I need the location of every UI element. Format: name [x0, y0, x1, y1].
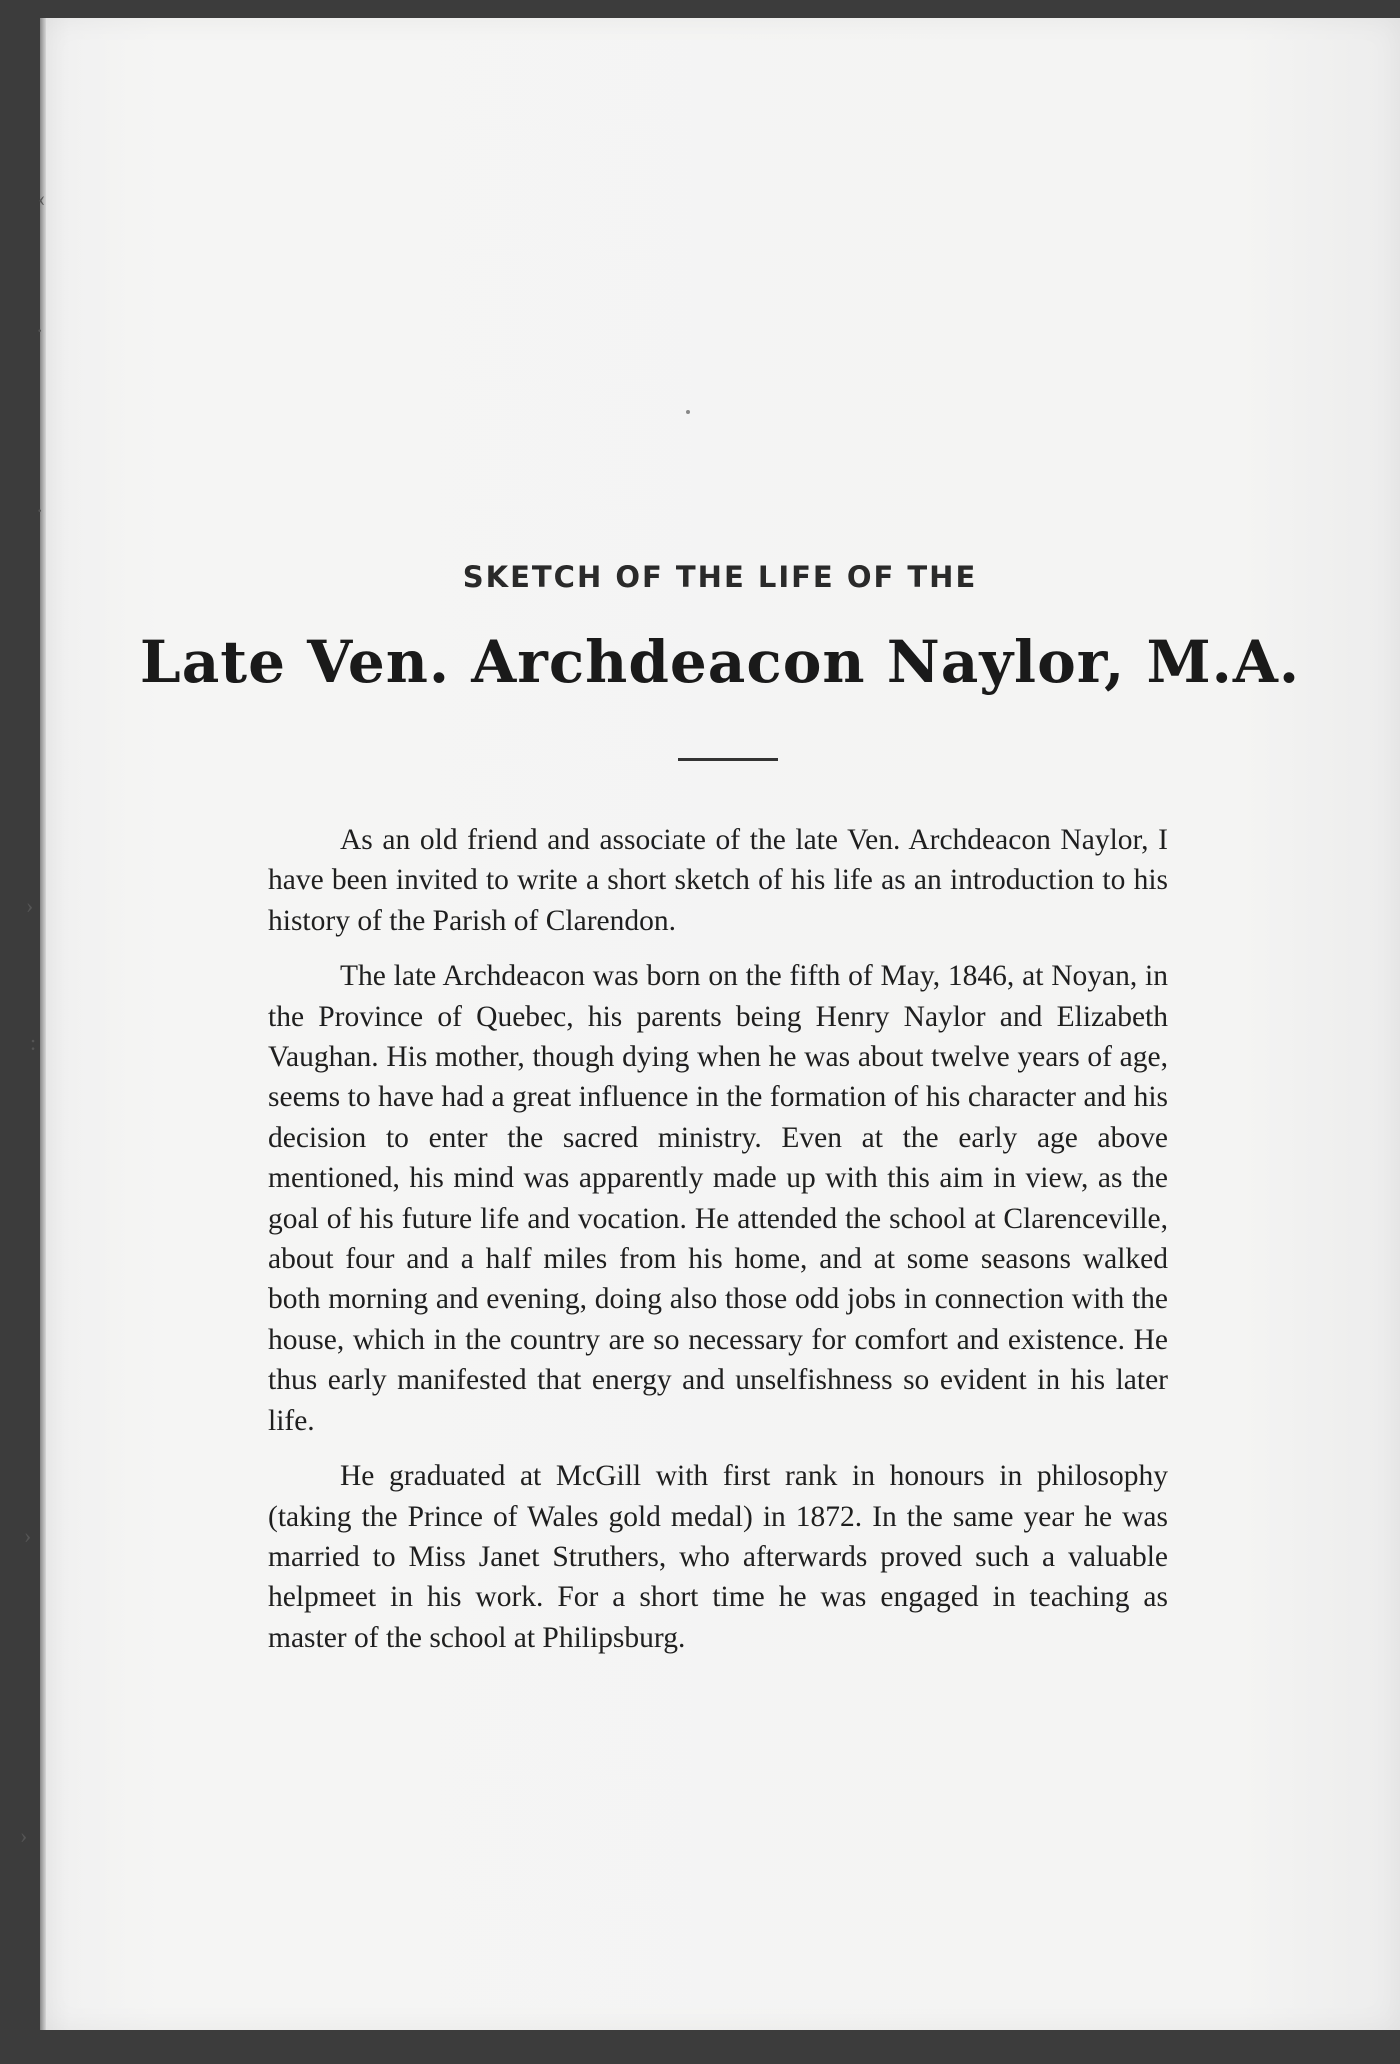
paragraph: As an old friend and associate of the late Ven. Archdeacon Naylor, I have been invited to write a short sketch of his life as an introduction to his history of the Parish of Clarendon.: [268, 824, 1168, 937]
title-divider: [678, 758, 778, 761]
binding-stitch-mark: ·: [36, 318, 44, 343]
binding-stitch-mark: ›: [24, 1523, 32, 1548]
binding-stitch-mark: ›: [26, 893, 34, 918]
binding-stitch-mark: :: [30, 1030, 37, 1055]
paper-speck: [686, 410, 690, 414]
binding-stitch-mark: ‹: [38, 186, 46, 211]
binding-stitch-mark: ·: [36, 498, 44, 523]
page-title: Late Ven. Archdeacon Naylor, M.A.: [139, 628, 1301, 696]
paragraph: He graduated at McGill with first rank in honours in philosophy (taking the Prince of Wales gold medal) in 1872. In the same year he was married to Miss Janet Struthers, who afterwards proved such a valuable helpmeet in his work. For a short time he was engaged in teaching as master of the school at Philipsburg.: [268, 1460, 1168, 1654]
binding-stitch-mark: ›: [20, 1823, 28, 1848]
paragraph: The late Archdeacon was born on the fifth of May, 1846, at Noyan, in the Province of Quebec, his parents being Henry Naylor and Elizabeth Vaughan. His mother, though dying when he was about twelve years of age, seems to have had a great influence in the formation of his character and his decision to enter the sacred ministry. Even at the early age above mentioned, his mind was apparently made up with this aim in view, as the goal of his future life and vocation. He attended the school at Clarenceville, about four and a half miles from his home, and at some seasons walked both morning and evening, doing also those odd jobs in connection with the house, which in the country are so necessary for comfort and existence. He thus early manifested that energy and unselfishness so evident in his later life.: [268, 960, 1168, 1437]
pre-title: SKETCH OF THE LIFE OF THE: [462, 560, 978, 594]
body-text: [268, 820, 1168, 1673]
